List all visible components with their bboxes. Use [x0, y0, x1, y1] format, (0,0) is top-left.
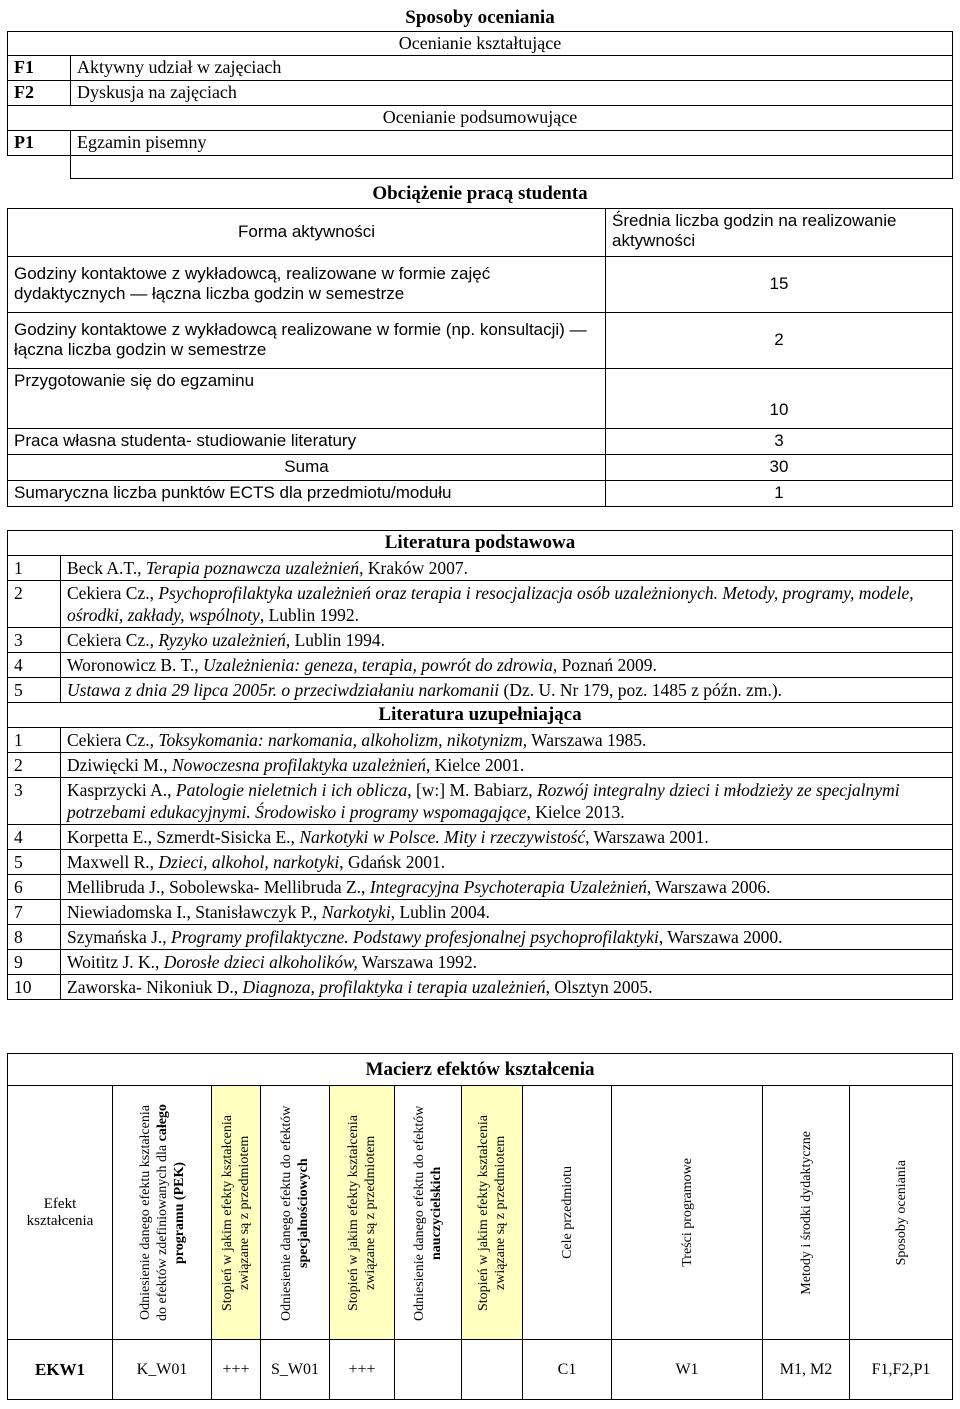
- workload-label: Praca własna studenta- studiowanie literatury: [8, 428, 606, 454]
- literature-author: Kasprzycki A.,: [67, 780, 176, 800]
- literature-rest: , Kielce 2001.: [426, 755, 525, 775]
- literature-title2: Rozwój integralny dzieci i młodzieży ze specjalnymi potrzebami edukacyjnymi. Środowisko i programy wspomagające: [67, 780, 900, 822]
- literature-item: [8, 875, 953, 900]
- literature-entry: [61, 653, 953, 678]
- literature-author: Cekiera Cz.,: [67, 630, 159, 650]
- formative-code: F1: [8, 55, 71, 80]
- literature-entry: [61, 581, 953, 628]
- literature-entry: [61, 556, 953, 581]
- spec-value: S_W01: [261, 1340, 330, 1400]
- literature-title: Programy profilaktyczne. Podstawy profesjonalnej psychoprofilaktyki: [171, 927, 659, 947]
- summative-text: Egzamin pisemny: [71, 130, 953, 155]
- literature-item: [8, 850, 953, 875]
- header-assess: Sposoby oceniania: [893, 1159, 909, 1266]
- literature-number: 2: [8, 581, 61, 628]
- literature-entry: [61, 875, 953, 900]
- literature-author: Korpetta E., Szmerdt-Sisicka E.,: [67, 827, 300, 847]
- literature-entry: [61, 975, 953, 1000]
- literature-item: [8, 556, 953, 581]
- header-effect: Efekt kształcenia: [8, 1086, 113, 1340]
- content-value: W1: [612, 1340, 763, 1400]
- workload-title: Obciążenie pracą studenta: [8, 180, 953, 208]
- literature-entry: [61, 728, 953, 753]
- pek-value: K_W01: [113, 1340, 212, 1400]
- formative-code: F2: [8, 80, 71, 105]
- literature-number: 1: [8, 556, 61, 581]
- literature-item: [8, 753, 953, 778]
- degree-value: [462, 1340, 523, 1400]
- literature-number: 9: [8, 950, 61, 975]
- literature-rest: , Lublin 1994.: [285, 630, 386, 650]
- literature-number: 5: [8, 850, 61, 875]
- literature-item: [8, 653, 953, 678]
- workload-label: Godziny kontaktowe z wykładowcą, realizowane w formie zajęć dydaktycznych — łączna liczba godzin w semestrze: [8, 256, 606, 312]
- literature-item: [8, 778, 953, 825]
- literature-author: Beck A.T.,: [67, 558, 146, 578]
- workload-value: 3: [606, 428, 953, 454]
- literature-supp-title: Literatura uzupełniająca: [8, 703, 953, 728]
- header-methods: Metody i środki dydaktyczne: [798, 1130, 814, 1295]
- literature-rest2: , Kielce 2013.: [526, 802, 625, 822]
- literature-author: Szymańska J.,: [67, 927, 172, 947]
- literature-item: [8, 975, 953, 1000]
- literature-title: Dzieci, alkohol, narkotyki: [158, 852, 340, 872]
- header-degree: Stopień w jakim efekty kształcenia związane są z przedmiotem: [476, 1114, 508, 1311]
- formative-header: Ocenianie kształtujące: [8, 31, 953, 55]
- literature-author: Woititz J. K.,: [67, 952, 164, 972]
- literature-entry: [61, 925, 953, 950]
- header-content: Treści programowe: [679, 1158, 695, 1267]
- degree-value: +++: [330, 1340, 395, 1400]
- literature-entry: [61, 900, 953, 925]
- literature-number: 10: [8, 975, 61, 1000]
- literature-author: Dziwięcki M.,: [67, 755, 172, 775]
- literature-title: Toksykomania: narkomania, alkoholizm, nikotynizm,: [158, 730, 528, 750]
- workload-label: Przygotowanie się do egzaminu: [8, 368, 606, 428]
- literature-title: Integracyjna Psychoterapia Uzależnień: [369, 877, 647, 897]
- literature-author: Cekiera Cz.,: [67, 730, 159, 750]
- formative-text: Dyskusja na zajęciach: [71, 80, 953, 105]
- literature-rest: , Lublin 2004.: [390, 902, 490, 922]
- literature-title: Nowoczesna profilaktyka uzależnień: [171, 755, 427, 775]
- literature-basic-list: [8, 556, 953, 703]
- literature-item: [8, 678, 953, 703]
- assess-value: F1,F2,P1: [850, 1340, 953, 1400]
- literature-rest: , Warszawa 2001.: [585, 827, 709, 847]
- literature-table: [7, 530, 953, 1000]
- literature-number: 4: [8, 653, 61, 678]
- literature-rest: , Warszawa 2000.: [658, 927, 783, 947]
- summative-code: P1: [8, 130, 71, 155]
- literature-author: Zaworska- Nikoniuk D.,: [67, 977, 243, 997]
- literature-title: Psychoprofilaktyka uzależnień oraz terapia i resocjalizacja osób uzależnionych. Metody, programy, modele, ośrodki, zakłady, wspólnoty: [67, 583, 914, 625]
- literature-title: Ustawa z dnia 29 lipca 2005r. o przeciwdziałaniu narkomanii: [67, 680, 500, 700]
- workload-value: 15: [606, 256, 953, 312]
- literature-item: [8, 925, 953, 950]
- literature-basic-title: Literatura podstawowa: [8, 531, 953, 556]
- literature-number: 3: [8, 628, 61, 653]
- header-teach: Odniesienie danego efektu do efektów nauczycielskich: [412, 1104, 444, 1321]
- literature-entry: [61, 753, 953, 778]
- goals-value: C1: [523, 1340, 612, 1400]
- literature-rest: , Warszawa 2006.: [646, 877, 771, 897]
- workload-value: 2: [606, 312, 953, 368]
- summative-header: Ocenianie podsumowujące: [8, 105, 953, 130]
- literature-author: Maxwell R.,: [67, 852, 159, 872]
- literature-entry: [61, 825, 953, 850]
- activity-header: Forma aktywności: [8, 208, 606, 256]
- literature-rest: , Gdańsk 2001.: [339, 852, 446, 872]
- literature-title: Terapia poznawcza uzależnień: [145, 558, 360, 578]
- literature-author: Mellibruda J., Sobolewska- Mellibruda Z.,: [67, 877, 370, 897]
- header-pek: Odniesienie danego efektu kształcenia do efektów zdefiniowanych dla całego programu (PEK): [137, 1104, 187, 1321]
- literature-title: Ryzyko uzależnień: [158, 630, 286, 650]
- literature-item: [8, 950, 953, 975]
- literature-supp-list: [8, 728, 953, 1000]
- degree-value: +++: [212, 1340, 261, 1400]
- assessment-title: Sposoby oceniania: [405, 6, 555, 28]
- ects-value: 1: [606, 480, 953, 506]
- header-degree: Stopień w jakim efekty kształcenia związane są z przedmiotem: [220, 1114, 252, 1311]
- ects-label: Sumaryczna liczba punktów ECTS dla przedmiotu/modułu: [8, 480, 606, 506]
- literature-number: 2: [8, 753, 61, 778]
- methods-value: M1, M2: [763, 1340, 850, 1400]
- literature-rest: , Kraków 2007.: [359, 558, 469, 578]
- literature-rest: (Dz. U. Nr 179, poz. 1485 z późn. zm.).: [499, 680, 783, 700]
- literature-number: 8: [8, 925, 61, 950]
- formative-text: Aktywny udział w zajęciach: [71, 55, 953, 80]
- literature-rest: , Lublin 1992.: [259, 605, 359, 625]
- literature-rest: , [w:] M. Babiarz,: [407, 780, 537, 800]
- literature-rest: Warszawa 1985.: [527, 730, 647, 750]
- literature-number: 1: [8, 728, 61, 753]
- literature-rest: , Olsztyn 2005.: [545, 977, 653, 997]
- literature-item: [8, 581, 953, 628]
- literature-title: Narkotyki w Polsce. Mity i rzeczywistość: [299, 827, 586, 847]
- sum-value: 30: [606, 454, 953, 480]
- teach-value: [395, 1340, 462, 1400]
- workload-value: 10: [606, 368, 953, 428]
- literature-item: [8, 825, 953, 850]
- literature-number: 6: [8, 875, 61, 900]
- workload-label: Godziny kontaktowe z wykładowcą realizowane w formie (np. konsultacji) — łączna liczba godzin w semestrze: [8, 312, 606, 368]
- literature-number: 5: [8, 678, 61, 703]
- literature-item: [8, 900, 953, 925]
- literature-number: 3: [8, 778, 61, 825]
- matrix-title: Macierz efektów kształcenia: [8, 1054, 953, 1086]
- literature-entry: [61, 628, 953, 653]
- header-degree: Stopień w jakim efekty kształcenia związane są z przedmiotem: [346, 1114, 378, 1311]
- literature-rest: Poznań 2009.: [557, 655, 657, 675]
- literature-author: Cekiera Cz.,: [67, 583, 159, 603]
- literature-entry: [61, 950, 953, 975]
- assessment-table: [7, 5, 953, 179]
- literature-number: 4: [8, 825, 61, 850]
- hours-header: Średnia liczba godzin na realizowanie aktywności: [606, 208, 953, 256]
- literature-item: [8, 728, 953, 753]
- literature-title: Diagnoza, profilaktyka i terapia uzależnień: [242, 977, 546, 997]
- literature-title: Narkotyki: [321, 902, 391, 922]
- literature-author: Woronowicz B. T.,: [67, 655, 203, 675]
- sum-label: Suma: [8, 454, 606, 480]
- literature-entry: [61, 778, 953, 825]
- literature-number: 7: [8, 900, 61, 925]
- literature-entry: [61, 678, 953, 703]
- literature-author: Niewiadomska I., Stanisławczyk P.,: [67, 902, 322, 922]
- matrix-table: [7, 1053, 953, 1400]
- workload-table: [7, 180, 953, 507]
- header-spec: Odniesienie danego efektu do efektów specjalnościowych: [279, 1104, 311, 1321]
- literature-title: Uzależnienia: geneza, terapia, powrót do zdrowia,: [202, 655, 558, 675]
- literature-title: Dorosłe dzieci alkoholików,: [163, 952, 358, 972]
- literature-item: [8, 628, 953, 653]
- literature-title: Patologie nieletnich i ich oblicza: [175, 780, 408, 800]
- literature-rest: Warszawa 1992.: [357, 952, 477, 972]
- header-goals: Cele przedmiotu: [559, 1166, 575, 1259]
- effect-code: EKW1: [8, 1340, 113, 1400]
- literature-entry: [61, 850, 953, 875]
